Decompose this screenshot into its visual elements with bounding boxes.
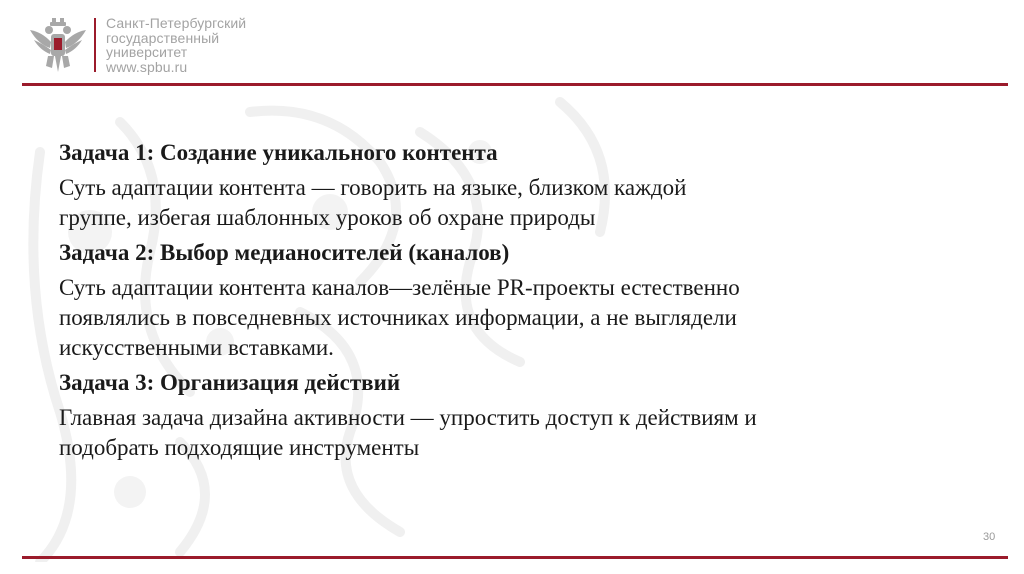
task-3-line-1: Главная задача дизайна активности — упростить доступ к действиям и <box>59 405 757 430</box>
header-rule <box>22 83 1008 86</box>
task-3-text <box>59 403 989 463</box>
task-2-line-3: искусственными вставками. <box>59 335 334 360</box>
task-2-line-2: появлялись в повседневных источниках информации, а не выглядели <box>59 305 737 330</box>
university-website: www.spbu.ru <box>106 58 188 75</box>
header <box>28 14 246 76</box>
task-1-text <box>59 173 989 233</box>
task-2-line-1: Суть адаптации контента каналов—зелёные PR-проекты естественно <box>59 275 740 300</box>
footer-rule <box>22 556 1008 559</box>
page-number: 30 <box>983 531 996 543</box>
task-3-line-2: подобрать подходящие инструменты <box>59 435 420 460</box>
university-name-line-1: Санкт-Петербургский <box>106 15 247 31</box>
university-name <box>106 16 246 74</box>
task-1-heading: Задача 1: Создание уникального контента <box>59 140 498 165</box>
slide-content <box>59 138 989 468</box>
task-2-heading: Задача 2: Выбор медианосителей (каналов) <box>59 240 510 265</box>
task-1-line-2: группе, избегая шаблонных уроков об охране природы <box>59 205 596 230</box>
double-headed-eagle-logo-icon <box>28 16 88 74</box>
task-3-heading: Задача 3: Организация действий <box>59 370 401 395</box>
university-name-line-3: университет <box>106 44 188 60</box>
task-2-text <box>59 273 989 363</box>
university-name-line-2: государственный <box>106 29 220 46</box>
logo-divider <box>94 18 96 72</box>
task-1-line-1: Суть адаптации контента — говорить на языке, близком каждой <box>59 175 687 200</box>
